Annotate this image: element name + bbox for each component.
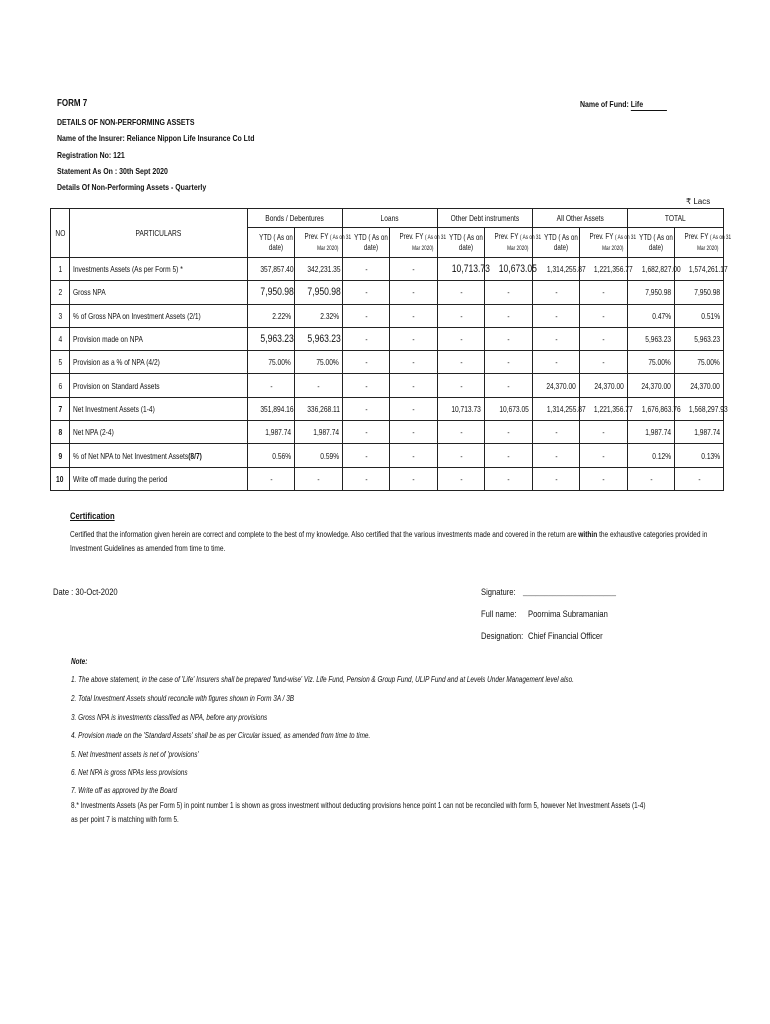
group-header-loans: Loans	[343, 209, 438, 228]
row-number: 1	[51, 258, 70, 281]
table-cell: -	[580, 444, 628, 467]
table-cell: -	[580, 327, 628, 350]
table-cell: -	[533, 421, 580, 444]
row-particulars: Provision made on NPA	[70, 327, 248, 350]
table-cell: 1,987.74	[248, 421, 295, 444]
table-cell: 0.13%	[675, 444, 724, 467]
row-number: 3	[51, 304, 70, 327]
note-title: Note:	[71, 657, 88, 666]
table-cell: 7,950.98	[628, 281, 675, 304]
table-cell: -	[438, 281, 485, 304]
table-cell: 2.32%	[295, 304, 343, 327]
fund-label: Name of Fund:	[580, 99, 629, 109]
table-cell: -	[295, 374, 343, 397]
table-cell: 1,676,863.76	[628, 397, 675, 420]
ytd-header: YTD ( As on date)	[343, 228, 390, 258]
table-cell: 5,963.23	[248, 327, 295, 350]
row-number: 4	[51, 327, 70, 350]
table-cell: 24,370.00	[628, 374, 675, 397]
prev-fy-header: Prev. FY ( As on 31 Mar 2020)	[390, 228, 438, 258]
table-cell: 7,950.98	[675, 281, 724, 304]
table-cell: -	[343, 397, 390, 420]
table-cell: -	[295, 467, 343, 490]
table-cell: -	[343, 421, 390, 444]
note-item-2: 2. Total Investment Assets should reconcile with figures shown in Form 3A / 3B	[71, 694, 295, 703]
table-cell: 1,682,827.00	[628, 258, 675, 281]
header-row-groups	[51, 209, 724, 228]
table-cell: 24,370.00	[533, 374, 580, 397]
table-cell: 10,713.73	[438, 397, 485, 420]
table-cell: 7,950.98	[295, 281, 343, 304]
table-cell: -	[580, 421, 628, 444]
ytd-header: YTD ( As on date)	[438, 228, 485, 258]
note-item-3: 3. Gross NPA is investments classified as NPA, before any provisions	[71, 713, 268, 722]
table-cell: -	[533, 304, 580, 327]
table-cell: -	[580, 467, 628, 490]
npa-table-body	[51, 258, 728, 491]
insurer-name: Name of the Insurer: Reliance Nippon Life Insurance Co Ltd	[57, 133, 255, 143]
table-cell: 5,963.23	[295, 327, 343, 350]
full-name-label: Full name:	[481, 609, 517, 620]
designation-value: Chief Financial Officer	[528, 631, 603, 642]
ytd-header: YTD ( As on date)	[248, 228, 295, 258]
table-cell: 5,963.23	[675, 327, 724, 350]
table-row	[51, 421, 724, 444]
table-cell: -	[533, 351, 580, 374]
ytd-header: YTD ( As on date)	[533, 228, 580, 258]
row-particulars: Provision on Standard Assets	[70, 374, 248, 397]
row-particulars: % of Net NPA to Net Investment Assets(8/7)	[70, 444, 248, 467]
table-cell: 0.59%	[295, 444, 343, 467]
table-cell: -	[343, 374, 390, 397]
signature-label: Signature:	[481, 587, 516, 598]
date-line	[53, 587, 118, 598]
date-value: 30-Oct-2020	[75, 587, 118, 598]
table-cell: 1,568,297.93	[675, 397, 724, 420]
no-header: NO	[51, 209, 70, 258]
table-cell: 10,673.05	[485, 258, 533, 281]
table-cell: -	[390, 444, 438, 467]
prev-fy-header: Prev. FY ( As on 31 Mar 2020)	[295, 228, 343, 258]
table-cell: 5,963.23	[628, 327, 675, 350]
table-row	[51, 467, 724, 490]
date-label: Date :	[53, 587, 74, 598]
table-cell: -	[438, 374, 485, 397]
table-cell: -	[438, 467, 485, 490]
table-cell: -	[343, 467, 390, 490]
table-cell: 1,987.74	[628, 421, 675, 444]
statement-date: Statement As On : 30th Sept 2020	[57, 166, 168, 176]
table-cell: -	[438, 351, 485, 374]
table-cell: -	[390, 397, 438, 420]
table-cell: 1,574,261.17	[675, 258, 724, 281]
table-cell: 0.56%	[248, 444, 295, 467]
table-cell: -	[343, 281, 390, 304]
table-cell: -	[390, 351, 438, 374]
table-cell: -	[485, 281, 533, 304]
section-title: DETAILS OF NON-PERFORMING ASSETS	[57, 117, 195, 127]
group-header-other-debt: Other Debt instruments	[438, 209, 533, 228]
row-particulars: Investments Assets (As per Form 5) *	[70, 258, 248, 281]
table-cell: 75.00%	[675, 351, 724, 374]
table-row	[51, 374, 724, 397]
table-cell: -	[343, 258, 390, 281]
table-cell: -	[343, 327, 390, 350]
table-cell: -	[390, 374, 438, 397]
table-cell: -	[248, 374, 295, 397]
table-row	[51, 351, 724, 374]
prev-fy-header: Prev. FY ( As on 31 Mar 2020)	[675, 228, 724, 258]
note-item-7: 7. Write off as approved by the Board	[71, 786, 178, 795]
table-cell: 75.00%	[248, 351, 295, 374]
table-row	[51, 304, 724, 327]
table-cell: 336,268.11	[295, 397, 343, 420]
table-cell: -	[533, 467, 580, 490]
note-item-6: 6. Net NPA is gross NPAs less provisions	[71, 768, 188, 777]
table-cell: 0.51%	[675, 304, 724, 327]
prev-fy-header: Prev. FY ( As on 31 Mar 2020)	[580, 228, 628, 258]
table-cell: -	[485, 304, 533, 327]
table-row	[51, 397, 724, 420]
note-item-1: 1. The above statement, in the case of 'Life' Insurers shall be prepared 'fund-wise' Viz. Life Fund, Pension & Group Fund, ULIP Fund and at Levels Under Management level also.	[71, 675, 574, 684]
table-cell: -	[580, 304, 628, 327]
table-cell: 10,673.05	[485, 397, 533, 420]
signature-line: ______________________	[523, 586, 616, 597]
table-row	[51, 258, 724, 281]
table-cell: 1,221,356.77	[580, 397, 628, 420]
table-cell: -	[438, 327, 485, 350]
group-header-total: TOTAL	[628, 209, 724, 228]
table-cell: 1,221,356.77	[580, 258, 628, 281]
fund-name	[580, 99, 667, 111]
table-cell: -	[343, 444, 390, 467]
particulars-header: PARTICULARS	[70, 209, 248, 258]
table-cell: 75.00%	[295, 351, 343, 374]
row-particulars: % of Gross NPA on Investment Assets (2/1)	[70, 304, 248, 327]
table-cell: 342,231.35	[295, 258, 343, 281]
note-item-8: 8.* Investments Assets (As per Form 5) in point number 1 is shown as gross investment without deducting provisions hence point 1 can not be reconciled with form 5, however Net Investment Assets (1-4) as per point 7 is matching with form 5.	[71, 801, 646, 824]
row-particulars: Net NPA (2-4)	[70, 421, 248, 444]
form-title: FORM 7	[57, 98, 88, 109]
table-cell: -	[390, 304, 438, 327]
details-subtitle: Details Of Non-Performing Assets - Quarterly	[57, 182, 207, 192]
group-header-other-assets: All Other Assets	[533, 209, 628, 228]
note-item-4: 4. Provision made on the 'Standard Assets' shall be as per Circular issued, as amended from time to time.	[71, 731, 371, 740]
table-cell: 351,894.16	[248, 397, 295, 420]
table-cell: -	[485, 327, 533, 350]
table-cell: -	[438, 304, 485, 327]
row-particulars: Net Investment Assets (1-4)	[70, 397, 248, 420]
table-cell: -	[390, 467, 438, 490]
table-cell: 24,370.00	[675, 374, 724, 397]
table-cell: 1,314,255.87	[533, 397, 580, 420]
row-number: 6	[51, 374, 70, 397]
table-cell: -	[390, 281, 438, 304]
table-cell: 7,950.98	[248, 281, 295, 304]
table-cell: 357,857.40	[248, 258, 295, 281]
table-cell: -	[343, 304, 390, 327]
table-cell: -	[248, 467, 295, 490]
table-cell: 0.47%	[628, 304, 675, 327]
row-number: 9	[51, 444, 70, 467]
table-cell: -	[485, 467, 533, 490]
table-cell: 1,987.74	[675, 421, 724, 444]
currency-note: ₹ Lacs	[686, 197, 711, 206]
table-cell: 1,314,255.87	[533, 258, 580, 281]
table-cell: 0.12%	[628, 444, 675, 467]
row-number: 5	[51, 351, 70, 374]
certification-text: Certified that the information given herein are correct and complete to the best of my knowledge. Also certified that the various investments made and covered in the return are within the exhaustive categories provided in Investment Guidelines as amended from time to time.	[70, 530, 708, 553]
prev-fy-header: Prev. FY ( As on 31 Mar 2020)	[485, 228, 533, 258]
table-row	[51, 327, 724, 350]
table-cell: -	[438, 444, 485, 467]
table-cell: -	[533, 327, 580, 350]
table-cell: -	[438, 421, 485, 444]
table-cell: 10,713.73	[438, 258, 485, 281]
table-cell: -	[390, 258, 438, 281]
row-number: 10	[51, 467, 70, 490]
table-cell: -	[390, 327, 438, 350]
table-row	[51, 444, 724, 467]
table-cell: 2.22%	[248, 304, 295, 327]
table-cell: 75.00%	[628, 351, 675, 374]
ytd-header: YTD ( As on date)	[628, 228, 675, 258]
full-name-value: Poornima Subramanian	[528, 609, 608, 620]
table-cell: 1,987.74	[295, 421, 343, 444]
fund-value: Life	[631, 99, 667, 111]
table-cell: -	[580, 281, 628, 304]
table-cell: -	[485, 444, 533, 467]
table-cell: -	[485, 351, 533, 374]
note-item-5: 5. Net Investment assets is net of 'provisions'	[71, 750, 199, 759]
row-particulars: Provision as a % of NPA (4/2)	[70, 351, 248, 374]
group-header-bonds: Bonds / Debentures	[248, 209, 343, 228]
table-cell: -	[533, 281, 580, 304]
table-cell: -	[580, 351, 628, 374]
table-cell: -	[343, 351, 390, 374]
table-cell: -	[675, 467, 724, 490]
table-cell: -	[533, 444, 580, 467]
designation-label: Designation:	[481, 631, 524, 642]
table-cell: -	[485, 421, 533, 444]
table-cell: 24,370.00	[580, 374, 628, 397]
row-number: 7	[51, 397, 70, 420]
table-row	[51, 281, 724, 304]
row-number: 2	[51, 281, 70, 304]
table-cell: -	[485, 374, 533, 397]
row-number: 8	[51, 421, 70, 444]
row-particulars: Gross NPA	[70, 281, 248, 304]
table-cell: -	[390, 421, 438, 444]
registration-no: Registration No: 121	[57, 150, 125, 160]
row-particulars: Write off made during the period	[70, 467, 248, 490]
certification-title: Certification	[70, 511, 115, 521]
table-cell: -	[628, 467, 675, 490]
npa-table	[50, 208, 732, 491]
